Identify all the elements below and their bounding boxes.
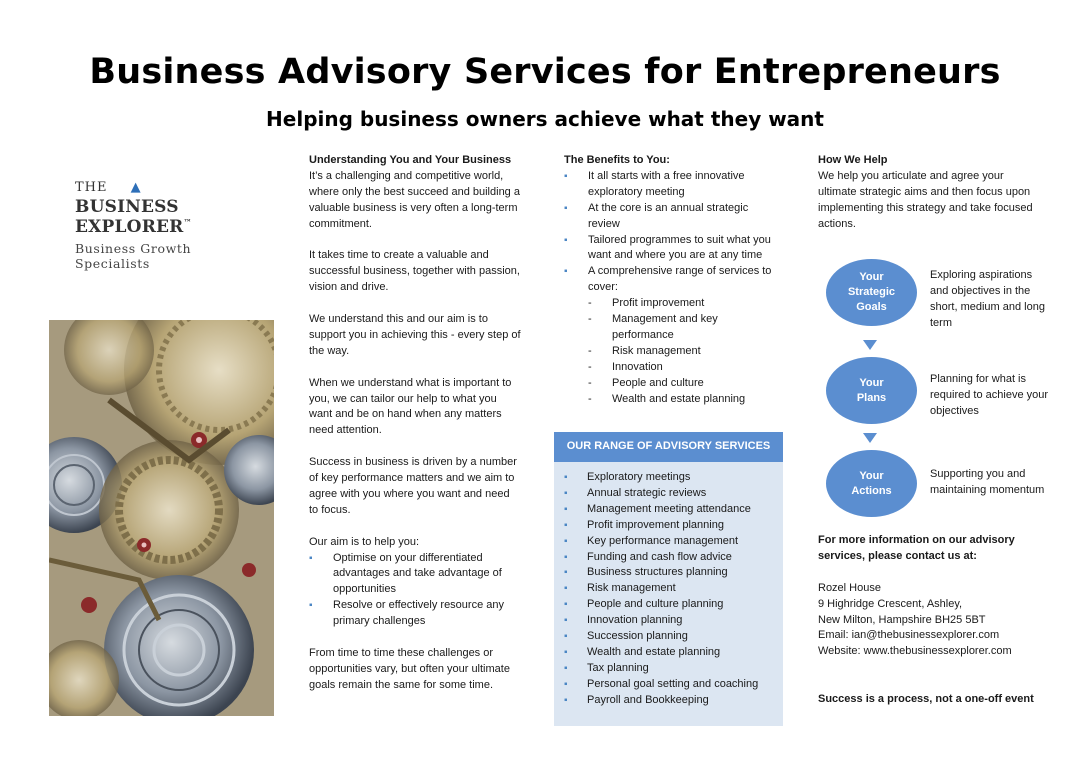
- down-arrow-icon: [863, 340, 877, 350]
- list-item: ▪ A comprehensive range of services to cover:: [564, 264, 780, 296]
- sub-list-item: - Profit improvement: [564, 296, 780, 312]
- understanding-heading: Understanding You and Your Business: [309, 154, 512, 166]
- list-item: ▪ Optimise on your differentiated advantages and take advantage of opportunities: [309, 551, 521, 599]
- benefits-list: [564, 169, 780, 408]
- logo-the: THE: [75, 180, 108, 195]
- aim-list: [309, 551, 521, 631]
- advisory-services-list: [564, 470, 779, 709]
- compass-icon: ▲: [130, 180, 141, 195]
- clockwork-gears-photo: [49, 320, 274, 716]
- logo-tagline: Business Growth Specialists: [75, 241, 192, 271]
- list-item: ▪ Annual strategic reviews: [564, 486, 779, 502]
- step-text-plans: Planning for what is required to achieve your objectives: [930, 373, 1049, 417]
- step-label: Your Strategic Goals: [847, 271, 896, 313]
- closing-tagline: Success is a process, not a one-off event: [818, 693, 1034, 706]
- address-line: 9 Highridge Crescent, Ashley,: [818, 597, 963, 610]
- address-line: New Milton, Hampshire BH25 5BT: [818, 613, 986, 626]
- list-item: ▪ Tax planning: [564, 661, 779, 677]
- sub-list-item: - People and culture: [564, 376, 780, 392]
- page-title: Business Advisory Services for Entrepreneurs: [89, 52, 1001, 92]
- contact-block: [818, 533, 1058, 708]
- understanding-paragraph-3: We understand this and our aim is to support you in achieving this - every step of the way.: [309, 313, 521, 357]
- understanding-paragraph-7: From time to time these challenges or opportunities vary, but often your ultimate goals remain the same for some time.: [309, 647, 510, 691]
- step-circle-goals: [826, 259, 917, 326]
- contact-lead: For more information on our advisory services, please contact us at:: [818, 534, 1015, 562]
- list-item: ▪ Profit improvement planning: [564, 518, 779, 534]
- logo-name: [75, 197, 265, 237]
- list-item: ▪ Wealth and estate planning: [564, 645, 779, 661]
- list-item: ▪ Tailored programmes to suit what you want and where you are at any time: [564, 233, 780, 265]
- address-line: Rozel House: [818, 581, 881, 594]
- understanding-column: [309, 153, 521, 710]
- understanding-paragraph-5: Success in business is driven by a number of key performance matters and we aim to agree with you where you want and need to focus.: [309, 456, 517, 516]
- list-item: ▪ Payroll and Bookkeeping: [564, 693, 779, 709]
- advisory-services-panel: [554, 432, 783, 726]
- contact-website[interactable]: Website: www.thebusinessexplorer.com: [818, 645, 1012, 658]
- gears-illustration: [49, 320, 274, 716]
- page-subtitle: Helping business owners achieve what they want: [266, 107, 824, 131]
- list-item: ▪ At the core is an annual strategic review: [564, 201, 780, 233]
- step-label: Your Actions: [851, 469, 892, 497]
- contact-email[interactable]: Email: ian@thebusinessexplorer.com: [818, 629, 1000, 642]
- list-item: ▪ Personal goal setting and coaching: [564, 677, 779, 693]
- benefits-column: [564, 153, 780, 408]
- benefits-heading: The Benefits to You:: [564, 154, 670, 166]
- company-logo: [75, 176, 265, 271]
- step-circle-plans: [826, 357, 917, 424]
- understanding-paragraph-2: It takes time to create a valuable and successful business, together with passion, vision and drive.: [309, 249, 520, 294]
- list-item: ▪ Exploratory meetings: [564, 470, 779, 486]
- down-arrow-icon: [863, 433, 877, 443]
- list-item: ▪ Risk management: [564, 581, 779, 597]
- sub-list-item: - Management and key performance: [564, 312, 780, 344]
- sub-list-item: - Risk management: [564, 344, 780, 360]
- understanding-paragraph-1: It’s a challenging and competitive world, where only the best succeed and building a valuable business is very often a long-term commitment.: [309, 169, 520, 230]
- how-we-help-heading: How We Help: [818, 154, 888, 166]
- list-item: ▪ People and culture planning: [564, 597, 779, 613]
- list-item: ▪ Succession planning: [564, 629, 779, 645]
- step-text-goals: Exploring aspirations and objectives in the short, medium and long term: [930, 269, 1045, 329]
- list-item: ▪ It all starts with a free innovative exploratory meeting: [564, 169, 780, 201]
- advisory-services-heading: OUR RANGE OF ADVISORY SERVICES: [554, 432, 783, 462]
- how-we-help-column: [818, 153, 1043, 248]
- list-item: ▪ Funding and cash flow advice: [564, 550, 779, 566]
- list-item: ▪ Resolve or effectively resource any primary challenges: [309, 598, 521, 630]
- list-item: ▪ Key performance management: [564, 534, 779, 550]
- list-item: ▪ Innovation planning: [564, 613, 779, 629]
- how-we-help-intro: We help you articulate and agree your ultimate strategic aims and then focus upon implementing this strategy and take focused actions.: [818, 169, 1033, 230]
- trademark-mark: ™: [183, 217, 192, 227]
- step-circle-actions: [826, 450, 917, 517]
- understanding-paragraph-4: When we understand what is important to you, we can tailor our help to what you want and be on hand when any matters need attention.: [309, 376, 512, 437]
- list-item: ▪ Business structures planning: [564, 565, 779, 581]
- aim-intro: Our aim is to help you:: [309, 535, 420, 548]
- logo-name-text: BUSINESS EXPLORER: [75, 197, 184, 237]
- list-item: ▪ Management meeting attendance: [564, 502, 779, 518]
- step-label: Your Plans: [856, 376, 887, 404]
- sub-list-item: - Innovation: [564, 360, 780, 376]
- step-text-actions: Supporting you and maintaining momentum: [930, 468, 1045, 496]
- sub-list-item: - Wealth and estate planning: [564, 392, 780, 408]
